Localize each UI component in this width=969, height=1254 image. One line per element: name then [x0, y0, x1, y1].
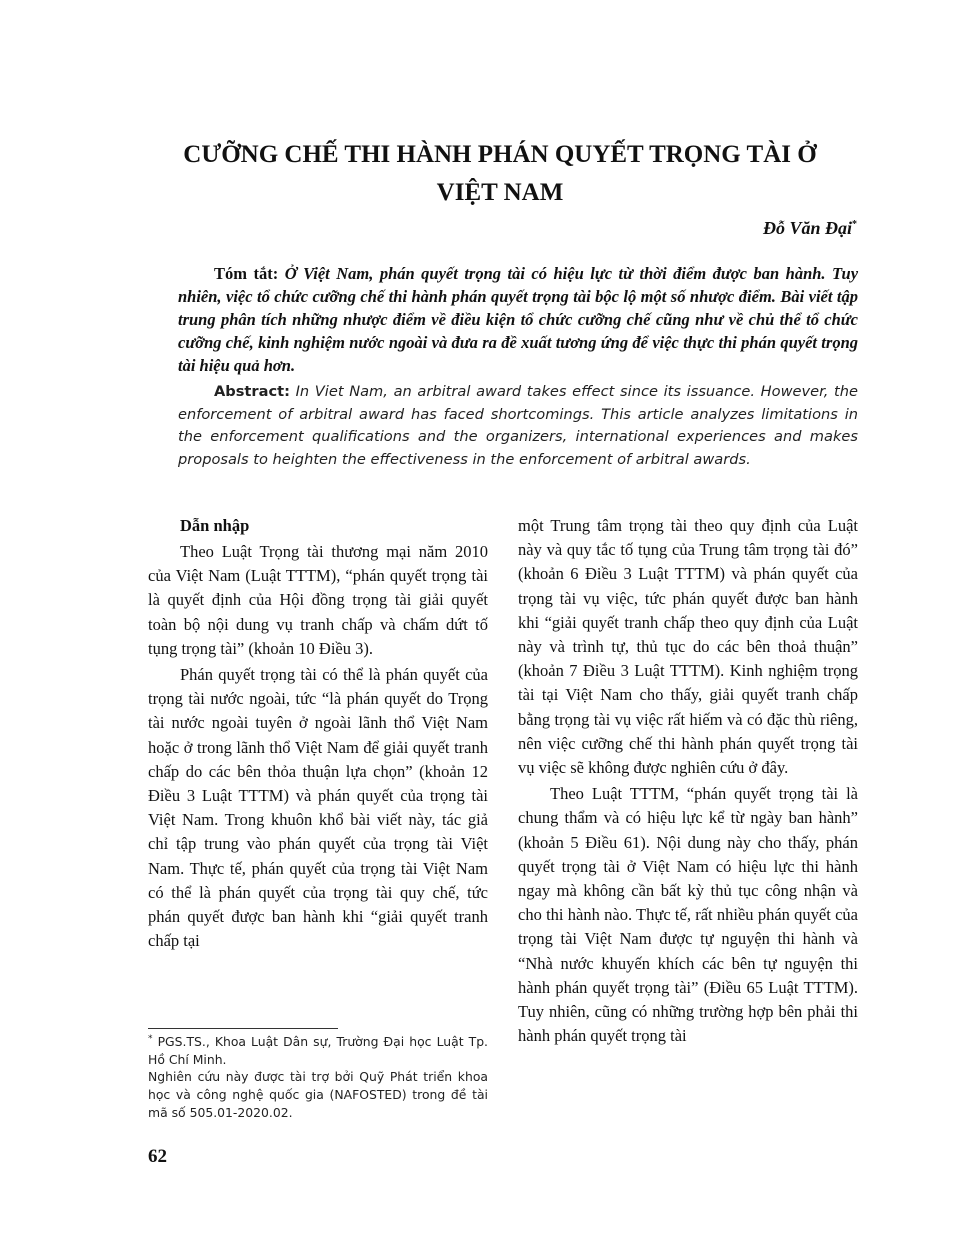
right-column [518, 514, 858, 1050]
summary-text: Ở Việt Nam, phán quyết trọng tài có hiệu lực từ thời điểm được ban hành. Tuy nhiên, việc tổ chức cưỡng chế thi hành phán quyết trọng tài bộc lộ một số nhược điểm. Bài viết tập trung phân tích những nhược điểm về điều kiện tổ chức cưỡng chế cũng như về chủ thể tổ chức cưỡng chế, kinh nghiệm nước ngoài và đưa ra đề xuất tương ứng để việc thực thi phán quyết trọng tài hiệu quả hơn. [178, 264, 859, 375]
author-footnote-mark: * [852, 219, 857, 230]
footnote-divider [148, 1028, 338, 1029]
abstract-label: Abstract: [214, 383, 290, 400]
body-paragraph: Theo Luật TTTM, “phán quyết trọng tài là chung thẩm và có hiệu lực kể từ ngày ban hành” (khoản 5 Điều 61). Nội dung này cho thấy, phán quyết trọng tài ở Việt Nam có hiệu lực thi hành ngay mà không cần bất kỳ thủ tục công nhận và cho thi hành nào. Thực tế, rất nhiều phán quyết của trọng tài Việt Nam được tự nguyện thi hành và “Nhà nước khuyến khích các bên tự nguyện thi hành phán quyết trọng tài” (Điều 65 Luật TTTM). Tuy nhiên, cũng có những trường hợp bên phải thi hành phán quyết trọng tài [518, 784, 858, 1046]
footnote-mark: * [148, 1034, 153, 1044]
footnotes [148, 1031, 488, 1121]
left-column [148, 514, 488, 955]
footnote-affiliation-text: PGS.TS., Khoa Luật Dân sự, Trường Đại học Luật Tp. Hồ Chí Minh. [148, 1034, 488, 1067]
article-title: CƯỠNG CHẾ THI HÀNH PHÁN QUYẾT TRỌNG TÀI Ở VIỆT NAM [183, 141, 817, 206]
abstract-text: In Viet Nam, an arbitral award takes effect since its issuance. However, the enforcement of arbitral award has faced shortcomings. This article analyzes limitations in the enforcement qualifications and the organizers, international experiences and makes proposals to heighten the effectiveness in the enforcement of arbitral awards. [178, 383, 859, 468]
author-line [763, 218, 857, 239]
english-abstract [178, 381, 858, 471]
page-number: 62 [148, 1146, 167, 1167]
author-name: Đỗ Văn Đại [762, 218, 852, 238]
summary-label: Tóm tắt: [214, 264, 279, 283]
section-heading: Dẫn nhập [180, 516, 250, 535]
footnote-funding: Nghiên cứu này được tài trợ bởi Quỹ Phát triển khoa học và công nghệ quốc gia (NAFOSTED) trong đề tài mã số 505.01-2020.02. [148, 1069, 488, 1120]
footnote-affiliation [148, 1031, 488, 1068]
body-paragraph: Phán quyết trọng tài có thể là phán quyết của trọng tài nước ngoài, tức “là phán quyết do Trọng tài nước ngoài tuyên ở ngoài lãnh thổ Việt Nam hoặc ở trong lãnh thổ Việt Nam để giải quyết tranh chấp do các bên thỏa thuận lựa chọn” (khoản 12 Điều 3 Luật TTTM) và phán quyết của trọng tài Việt Nam. Trong khuôn khổ bài viết này, tác giả chỉ tập trung vào phán quyết của trọng tài Việt Nam. Thực tế, phán quyết của trọng tài Việt Nam có thể là phán quyết của trọng tài quy chế, tức phán quyết được ban hành khi “giải quyết tranh chấp tại [148, 665, 488, 951]
vietnamese-summary [178, 262, 858, 377]
body-paragraph: Theo Luật Trọng tài thương mại năm 2010 của Việt Nam (Luật TTTM), “phán quyết trọng tài là quyết định của Hội đồng trọng tài giải quyết toàn bộ nội dung vụ tranh chấp và chấm dứt tố tụng trọng tài” (khoản 10 Điều 3). [148, 542, 488, 658]
body-paragraph: một Trung tâm trọng tài theo quy định của Luật này và quy tắc tố tụng của Trung tâm trọng tài đó” (khoản 6 Điều 3 Luật TTTM) và phán quyết của trọng tài vụ việc, tức phán quyết được ban hành khi “giải quyết tranh chấp theo quy định của Luật này và trình tự, thủ tục do các bên thoả thuận” (khoản 7 Điều 3 Luật TTTM). Kinh nghiệm trọng tài tại Việt Nam cho thấy, giải quyết tranh chấp bằng trọng tài vụ việc rất hiếm và có đặc thù riêng, nên việc cưỡng chế thi hành phán quyết trọng tài vụ việc sẽ không được nghiên cứu ở đây. [518, 516, 858, 778]
